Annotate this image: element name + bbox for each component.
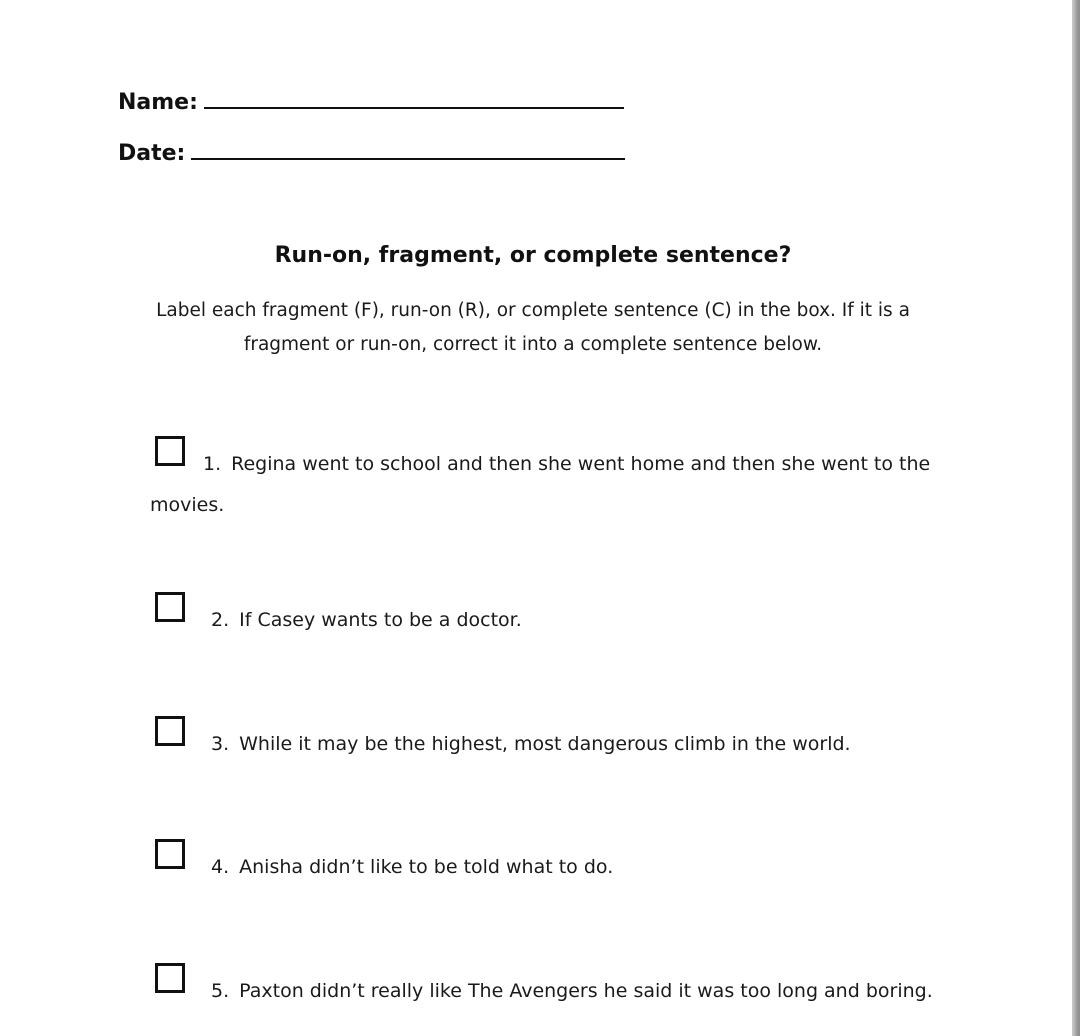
page-edge-shadow — [1072, 0, 1080, 1036]
item-number: 5. — [211, 980, 230, 1002]
answer-checkbox[interactable] — [155, 963, 185, 993]
name-field — [118, 90, 624, 115]
worksheet-title: Run-on, fragment, or complete sentence? — [274, 243, 792, 268]
item-number: 2. — [211, 609, 230, 631]
name-blank-line[interactable] — [204, 106, 624, 109]
item-number: 1. — [203, 453, 222, 475]
item-number: 3. — [211, 733, 230, 755]
sentence-item — [150, 839, 950, 888]
sentence-item — [150, 592, 950, 641]
answer-checkbox[interactable] — [155, 436, 185, 466]
item-text: Anisha didn’t like to be told what to do. — [239, 856, 614, 878]
answer-checkbox[interactable] — [155, 592, 185, 622]
answer-checkbox[interactable] — [155, 839, 185, 869]
item-text: While it may be the highest, most dangerous climb in the world. — [239, 733, 851, 755]
date-field — [118, 141, 625, 166]
name-label: Name: — [118, 90, 198, 115]
sentence-item — [150, 436, 950, 526]
item-text: If Casey wants to be a doctor. — [239, 609, 522, 631]
sentence-item — [150, 963, 950, 1012]
item-number: 4. — [211, 856, 230, 878]
date-label: Date: — [118, 141, 186, 166]
answer-checkbox[interactable] — [155, 716, 185, 746]
sentence-item — [150, 716, 950, 765]
item-text: Paxton didn’t really like The Avengers he said it was too long and boring. — [239, 980, 933, 1002]
instructions: Label each fragment (F), run-on (R), or complete sentence (C) in the box. If it is a fragment or run-on, correct it into a complete sentence below. — [156, 300, 910, 355]
item-text: Regina went to school and then she went home and then she went to the movies. — [150, 453, 931, 516]
date-blank-line[interactable] — [191, 157, 625, 160]
